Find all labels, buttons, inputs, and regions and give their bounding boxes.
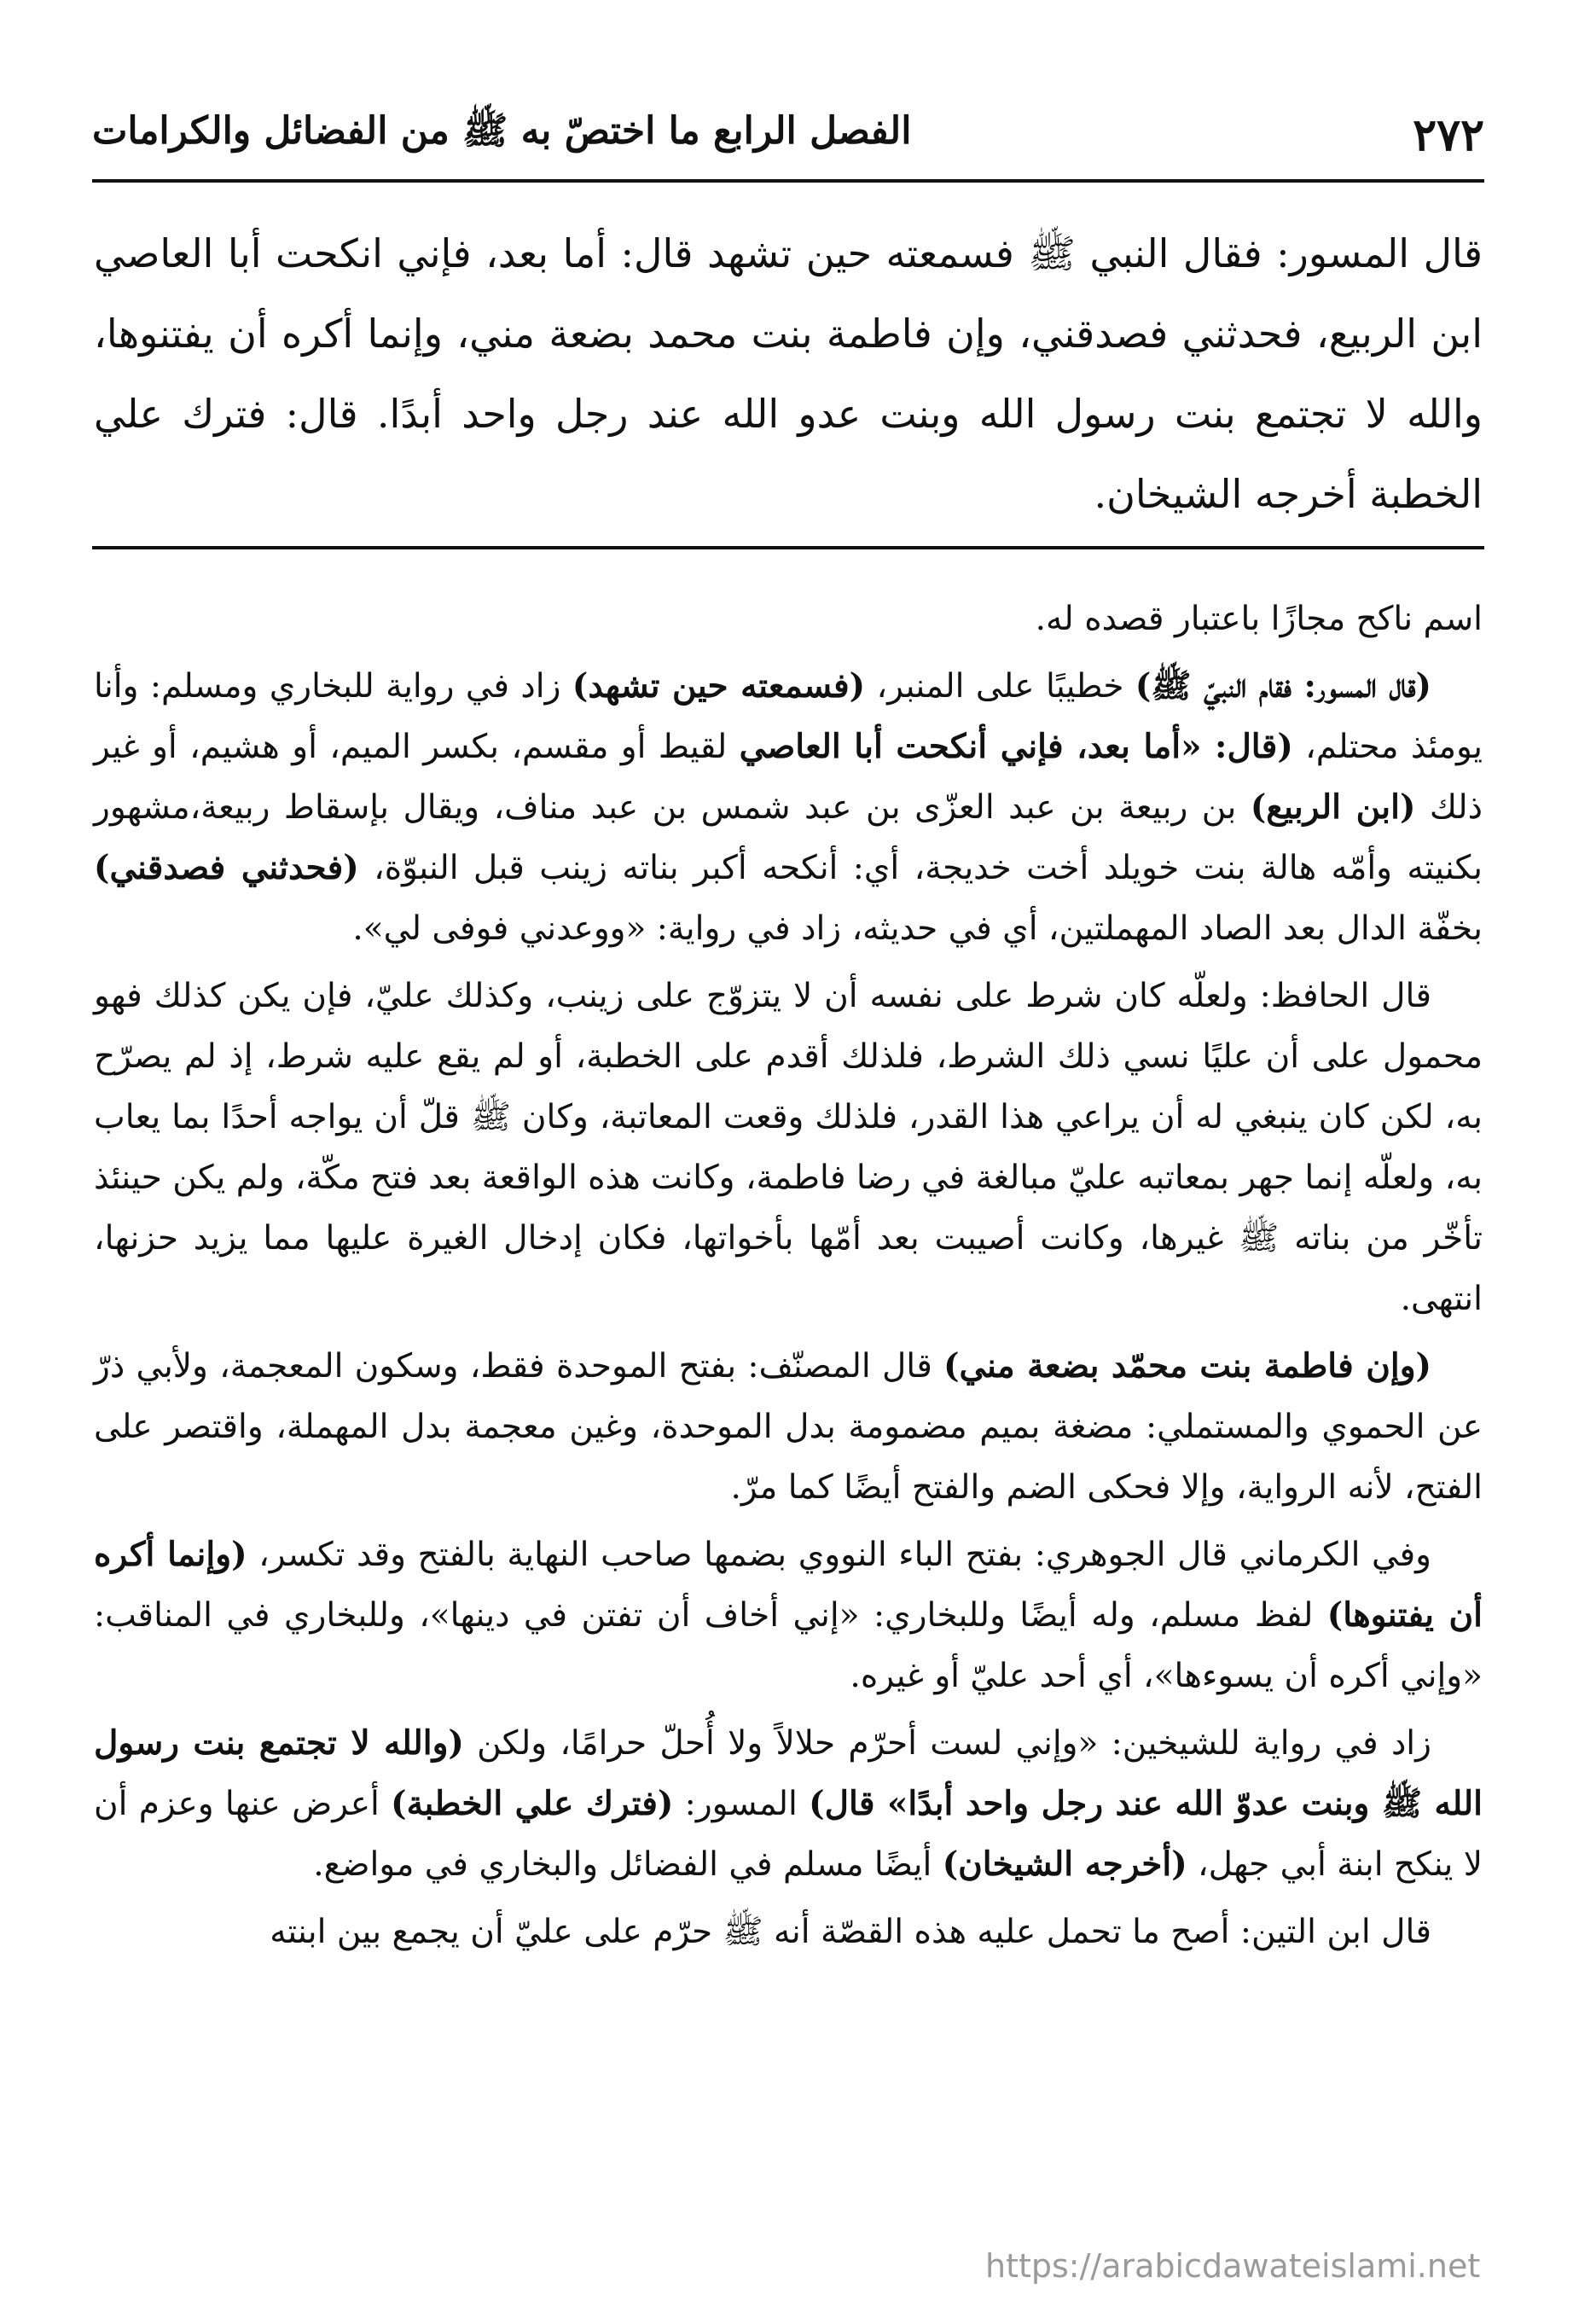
commentary-paragraph-4 — [94, 1336, 1483, 1518]
lemma: (وإنما أكره أن يفتنوها) — [94, 1535, 1483, 1635]
running-title: الفصل الرابع ما اختصّ به ﷺ من الفضائل والكرامات — [92, 109, 912, 153]
commentary-paragraph-6 — [94, 1713, 1483, 1895]
lemma: (فترك علي الخطبة) — [391, 1784, 674, 1823]
commentary-paragraph-1 — [94, 589, 1483, 649]
paragraph-text: لقيط أو مقسم، بكسر الميم، أو هشيم، أو غير ذلك — [94, 728, 1483, 827]
lemma: (ابن الربيع) — [1250, 787, 1416, 827]
header-rule — [92, 179, 1484, 183]
commentary-paragraph-3 — [94, 966, 1483, 1329]
lemma: (قال المسور: فقام النبيّ ﷺ) — [1135, 666, 1431, 706]
paragraph-text: قال المصنّف: بفتح الموحدة فقط، وسكون المعجمة، ولأبي ذرّ عن الحموي والمستملي: مضغة بميم مضمومة بدل الموحدة، وغين معجمة بدل المهملة، واقتصر على الفتح، لأنه الرواية، وإلا فحكى الضم والفتح أيضًا كما مرّ. — [94, 1347, 1483, 1507]
lemma: (قال: «أما بعد، فإني أنكحت أبا العاصي — [739, 727, 1293, 766]
matn-text: قال المسور: فقال النبي ﷺ فسمعته حين تشهد قال: أما بعد، فإني انكحت أبا العاصي ابن الربيع، فحدثني فصدقني، وإن فاطمة بنت محمد بضعة مني، وإنما أكره أن يفتنوها، والله لا تجتمع بنت رسول الله وبنت عدو الله عند رجل واحد أبدًا. قال: فترك علي الخطبة أخرجه الشيخان. — [94, 230, 1483, 517]
page-number: ٢٧٢ — [1413, 108, 1484, 161]
lemma: (فسمعته حين تشهد) — [572, 666, 866, 706]
commentary-paragraph-5 — [94, 1525, 1483, 1706]
lemma: (أخرجه الشيخان) — [942, 1845, 1187, 1884]
page-header — [92, 101, 1484, 169]
lemma: (وإن فاطمة بنت محمّد بضعة مني) — [943, 1346, 1431, 1386]
commentary-paragraph-7 — [94, 1902, 1483, 1962]
paragraph-text: زاد في رواية للبخاري ومسلم: وأنا يومئذ محتلم، — [94, 667, 1483, 766]
paragraph-text: بن ربيعة بن عبد العزّى بن عبد شمس بن عبد مناف، ويقال بإسقاط ربيعة،مشهور بكنيته وأمّه هالة بنت خويلد أخت خديجة، أي: أنكحه أكبر بناته زينب قبل النبوّة، — [94, 788, 1483, 887]
paragraph-text: خطيبًا على المنبر، — [865, 667, 1135, 706]
paragraph-text: أعرض عنها وعزم أن لا ينكح ابنة أبي جهل، — [94, 1785, 1483, 1884]
lemma: (والله لا تجتمع بنت رسول الله ﷺ وبنت عدوّ الله عند رجل واحد أبدًا» قال) — [94, 1723, 1483, 1823]
paragraph-text: قال ابن التين: أصح ما تحمل عليه هذه القصّة أنه ﷺ حرّم على عليّ أن يجمع بين ابنته — [270, 1913, 1431, 1951]
paragraph-text: بخفّة الدال بعد الصاد المهملتين، أي في حديثه، زاد في رواية: «ووعدني فوفى لي». — [352, 909, 1483, 948]
commentary — [94, 589, 1483, 1962]
paragraph-text: زاد في رواية للشيخين: «وإني لست أحرّم حلالاً ولا أُحلّ حرامًا، ولكن — [463, 1724, 1431, 1763]
paragraph-text: المسور: — [673, 1785, 810, 1823]
paragraph-text: وفي الكرماني قال الجوهري: بفتح الباء النووي بضمها صاحب النهاية بالفتح وقد تكسر، — [247, 1536, 1431, 1574]
paragraph-text: لفظ مسلم، وله أيضًا وللبخاري: «إني أخاف أن تفتن في دينها»، وللبخاري في المناقب: «وإني أكره أن يسوءها»، أي أحد عليّ أو غيره. — [94, 1596, 1483, 1695]
watermark-url: https://arabicdawateislami.net — [985, 2247, 1481, 2285]
paragraph-text: أيضًا مسلم في الفضائل والبخاري في مواضع. — [313, 1845, 943, 1884]
paragraph-text: قال الحافظ: ولعلّه كان شرط على نفسه أن لا يتزوّج على زينب، وكذلك عليّ، فإن يكن كذلك فهو محمول على أن عليًا نسي ذلك الشرط، فلذلك أقدم على الخطبة، أو لم يقع عليه شرط، إذ لم يصرّح به، لكن كان ينبغي له أن يراعي هذا القدر، فلذلك وقعت المعاتبة، وكان ﷺ قلّ أن يواجه أحدًا بما يعاب به، ولعلّه إنما جهر بمعاتبه عليّ مبالغة في رضا فاطمة، وكانت هذه الواقعة بعد فتح مكّة، ولم يكن حينئذ تأخّر من بناته ﷺ غيرها، وكانت أصيبت بعد أمّها بأخواتها، فكان إدخال الغيرة عليها مما يزيد حزنها، انتهى. — [94, 977, 1483, 1318]
lemma: (فحدثني فصدقني) — [94, 848, 359, 887]
commentary-paragraph-2 — [94, 656, 1483, 959]
paragraph-text: اسم ناكح مجازًا باعتبار قصده له. — [1035, 600, 1483, 638]
matn-divider — [92, 546, 1484, 549]
